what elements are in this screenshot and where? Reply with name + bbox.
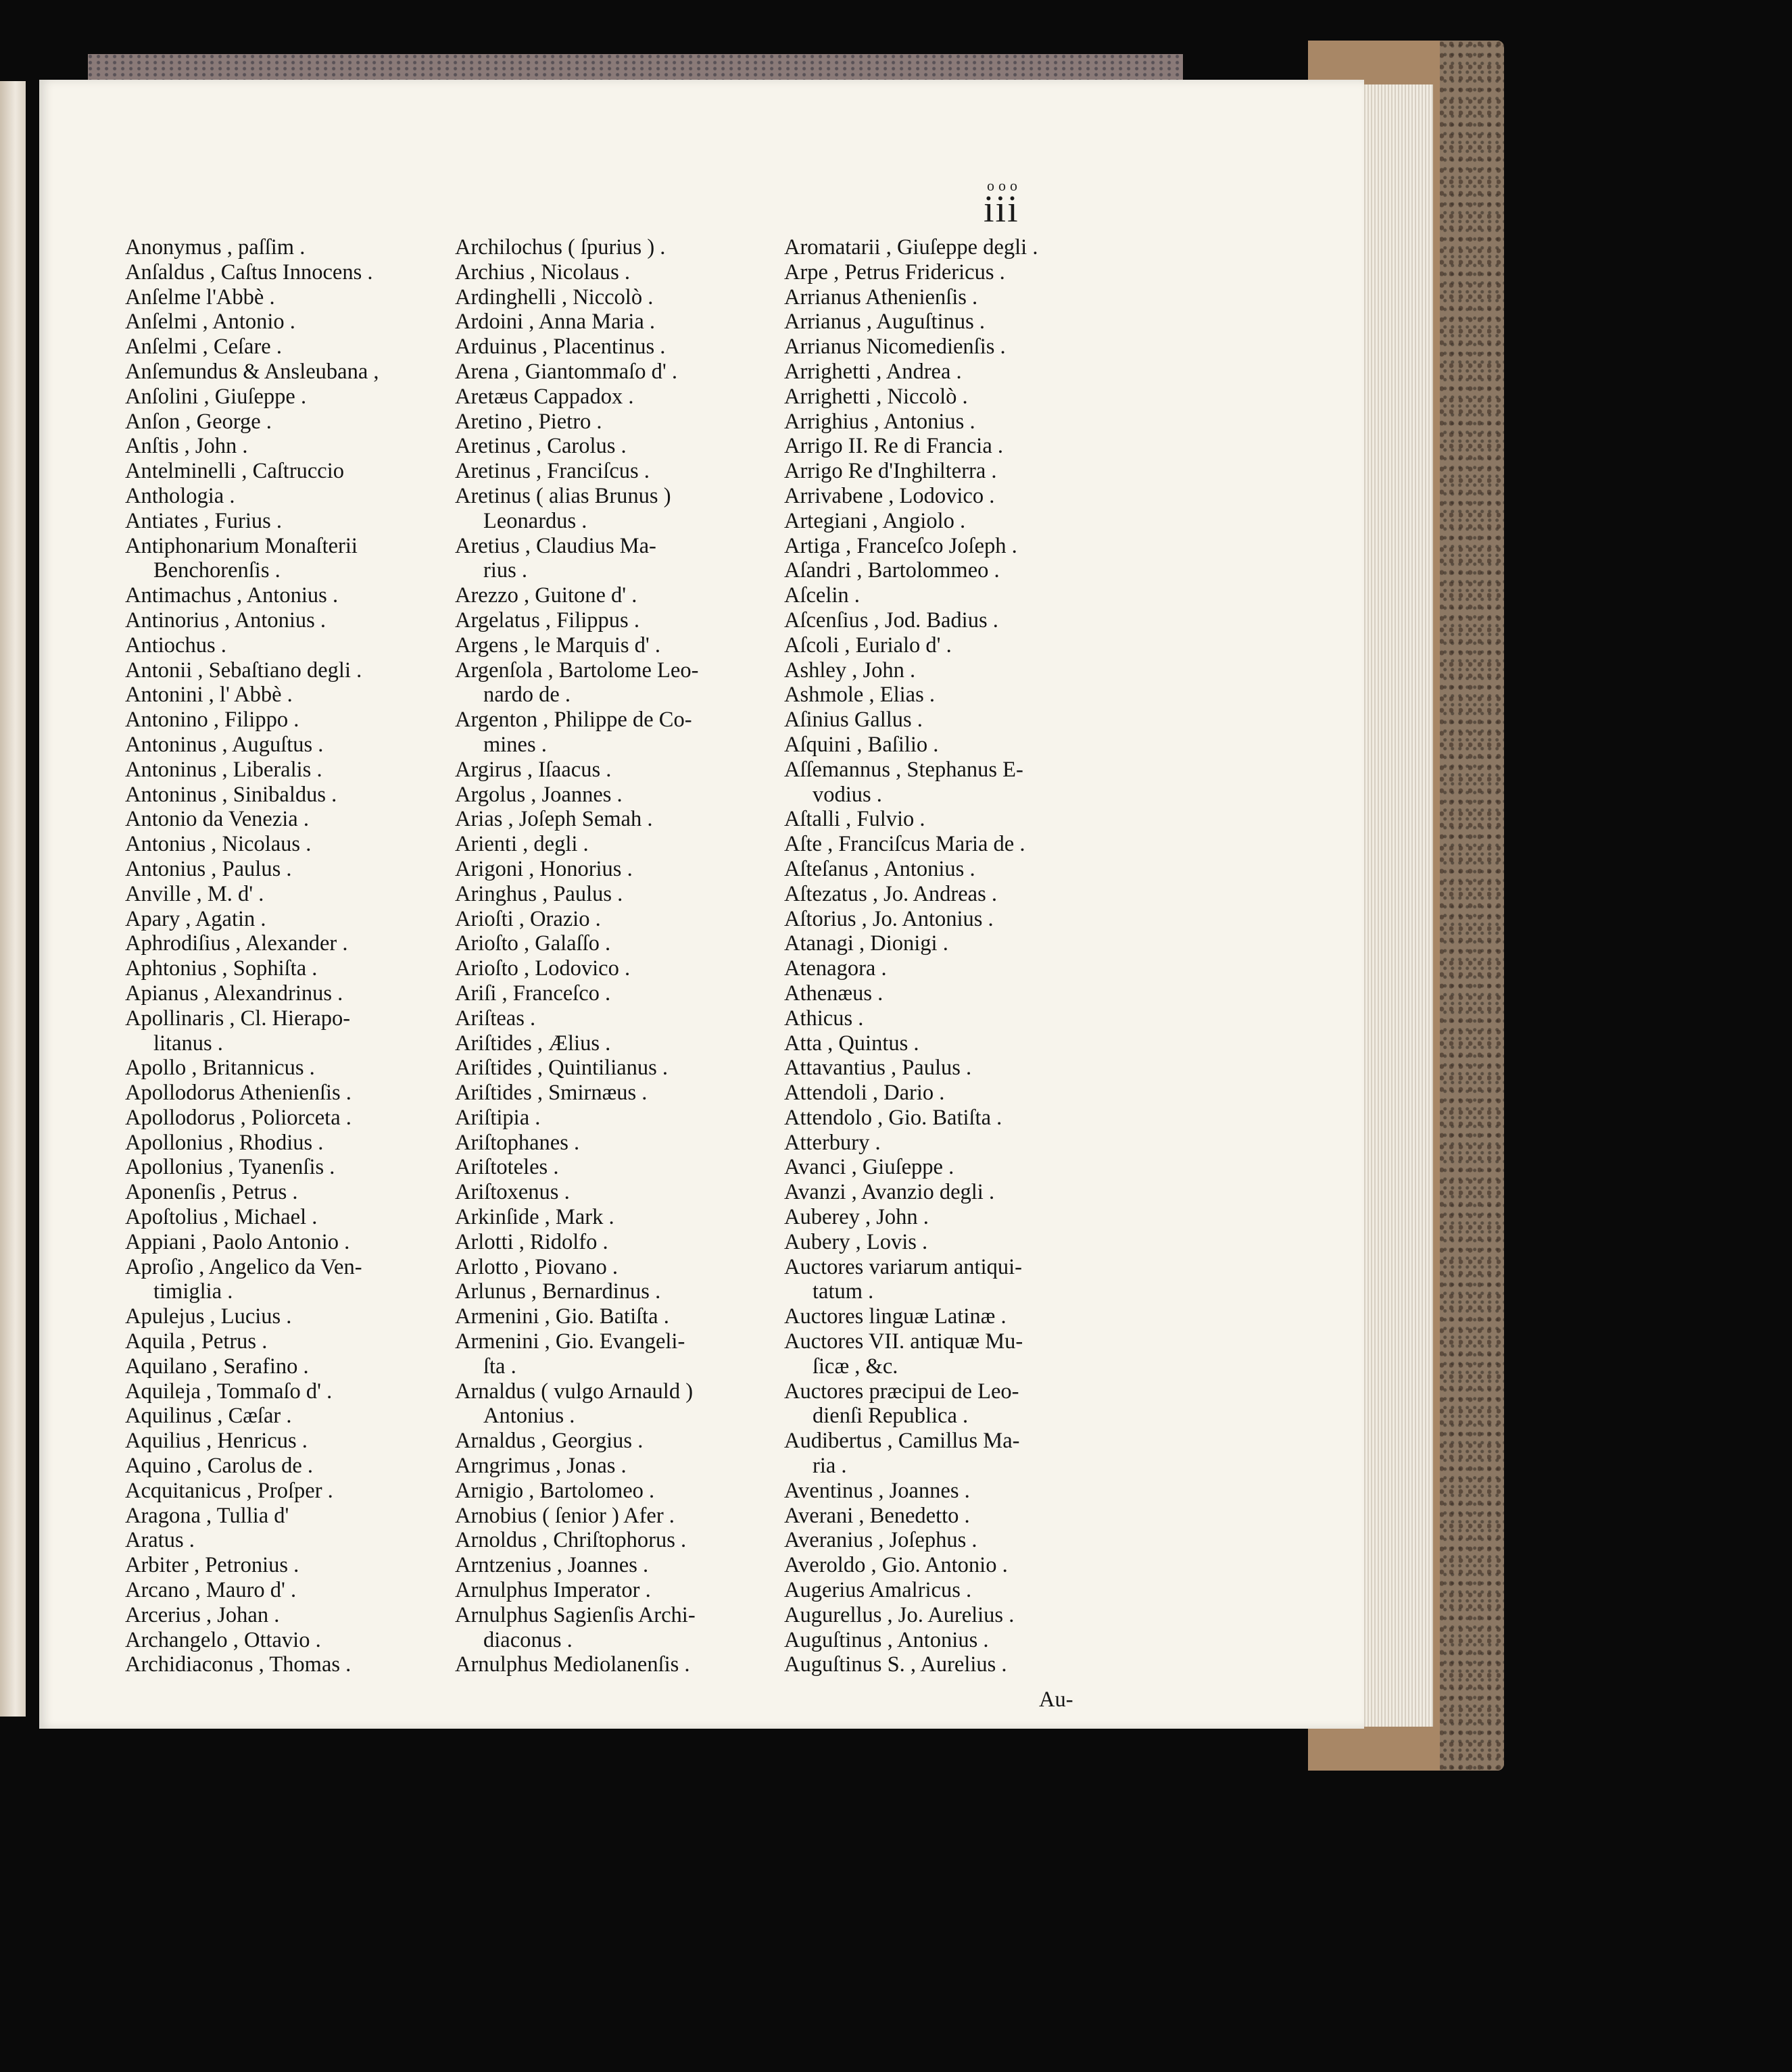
index-entry: Arduinus , Placentinus . — [455, 335, 666, 360]
index-entry: Antiochus . — [125, 633, 226, 658]
index-entry: Arnigio , Bartolomeo . — [455, 1478, 655, 1503]
index-entry: Ariſteas . — [455, 1006, 536, 1031]
index-entry: Aretinus ( alias Brunus ) — [455, 483, 671, 508]
index-entry: Antiates , Furius . — [125, 508, 283, 533]
index-entry: Aquino , Carolus de . — [125, 1454, 314, 1479]
index-entry: Aſſemannus , Stephanus E- — [784, 757, 1023, 782]
index-entry: Atta , Quintus . — [784, 1031, 919, 1056]
index-entry: Aſcelin . — [784, 583, 860, 608]
index-entry: Aquilinus , Cæſar . — [125, 1404, 292, 1429]
index-entry: Arrigo II. Re di Francia . — [784, 434, 1004, 459]
index-entry: Ariſtides , Quintilianus . — [455, 1056, 669, 1081]
index-entry: Arnulphus Imperator . — [455, 1578, 651, 1603]
index-entry: Audibertus , Camillus Ma- — [784, 1429, 1020, 1454]
index-entry: Antiphonarium Monaſterii — [125, 533, 358, 558]
index-entry-continuation: nardo de . — [483, 683, 571, 708]
index-entry: Augerius Amalricus . — [784, 1578, 972, 1603]
index-entry: Averoldo , Gio. Antonio . — [784, 1553, 1008, 1578]
index-entry: Arrianus Nicomedienſis . — [784, 335, 1006, 360]
index-entry: Aretinus , Carolus . — [455, 434, 627, 459]
index-entry: Attendolo , Gio. Batiſta . — [784, 1105, 1002, 1130]
index-entry: Arlunus , Bernardinus . — [455, 1279, 661, 1304]
index-entry: Aſtalli , Fulvio . — [784, 807, 925, 832]
index-entry: Ariſtoxenus . — [455, 1180, 570, 1205]
index-entry: Arbiter , Petronius . — [125, 1553, 299, 1578]
index-entry: Aſcenſius , Jod. Badius . — [784, 608, 998, 633]
index-entry: Artiga , Franceſco Joſeph . — [784, 533, 1017, 558]
index-entry: Aſquini , Baſilio . — [784, 732, 939, 757]
index-entry: Arienti , degli . — [455, 832, 589, 857]
index-entry: Arrianus , Auguſtinus . — [784, 310, 986, 335]
index-entry: Ariſtophanes . — [455, 1130, 580, 1155]
index-entry: Anonymus , paſſim . — [125, 235, 306, 260]
index-entry: Aquilius , Henricus . — [125, 1429, 308, 1454]
index-entry-continuation: dienſi Republica . — [813, 1404, 969, 1429]
index-entry: Arioſto , Galaſſo . — [455, 931, 611, 956]
index-entry: Archilochus ( ſpurius ) . — [455, 235, 666, 260]
index-column-3 — [784, 235, 1102, 1677]
index-entry: Arrighius , Antonius . — [784, 409, 975, 434]
index-entry: Aquileja , Tommaſo d' . — [125, 1379, 333, 1404]
index-entry: Aromatarii , Giuſeppe degli . — [784, 235, 1038, 260]
book-cover-top-edge — [88, 54, 1183, 82]
index-entry: Anſon , George . — [125, 409, 272, 434]
index-entry: Aquilano , Serafino . — [125, 1354, 309, 1379]
index-entry: Athenæus . — [784, 981, 883, 1006]
index-entry: Averani , Benedetto . — [784, 1503, 970, 1528]
index-entry: Arnaldus , Georgius . — [455, 1429, 644, 1454]
index-entry: Aſteſanus , Antonius . — [784, 856, 975, 881]
index-entry: Anthologia . — [125, 483, 235, 508]
index-entry: Antonino , Filippo . — [125, 708, 299, 733]
index-entry: Aſinius Gallus . — [784, 708, 923, 733]
index-entry: Arias , Joſeph Semah . — [455, 807, 653, 832]
index-entry: Archangelo , Ottavio . — [125, 1627, 321, 1652]
index-entry: Arnobius ( ſenior ) Afer . — [455, 1503, 675, 1528]
index-entry: Auctores VII. antiquæ Mu- — [784, 1329, 1023, 1354]
left-page-edge — [0, 81, 26, 1717]
index-entry: Aphtonius , Sophiſta . — [125, 956, 318, 981]
index-entry: Argelatus , Filippus . — [455, 608, 639, 633]
index-entry: Augurellus , Jo. Aurelius . — [784, 1602, 1015, 1627]
index-entry: Archius , Nicolaus . — [455, 260, 631, 285]
index-entry: Antonini , l' Abbè . — [125, 683, 293, 708]
index-entry: Arrianus Athenienſis . — [784, 285, 978, 310]
index-entry-continuation: ria . — [813, 1454, 847, 1479]
index-entry: Arigoni , Honorius . — [455, 856, 633, 881]
index-entry: Attavantius , Paulus . — [784, 1056, 972, 1081]
index-entry: Ardoini , Anna Maria . — [455, 310, 656, 335]
index-entry: Aretino , Pietro . — [455, 409, 602, 434]
index-entry: Arpe , Petrus Fridericus . — [784, 260, 1005, 285]
index-entry: Ariſtipia . — [455, 1105, 541, 1130]
index-entry: Atterbury . — [784, 1130, 881, 1155]
index-entry: Arioſti , Orazio . — [455, 906, 601, 931]
index-entry: Arnaldus ( vulgo Arnauld ) — [455, 1379, 694, 1404]
index-entry-continuation: Benchorenſis . — [153, 558, 281, 583]
index-entry: Antoninus , Auguſtus . — [125, 732, 324, 757]
index-entry-continuation: ſta . — [483, 1354, 516, 1379]
index-entry: Apoſtolius , Michael . — [125, 1205, 318, 1230]
index-entry-continuation: rius . — [483, 558, 527, 583]
index-entry: Averanius , Joſephus . — [784, 1528, 977, 1553]
index-entry: Ariſtides , Ælius . — [455, 1031, 611, 1056]
index-entry: Aſandri , Bartolommeo . — [784, 558, 1000, 583]
index-entry: Atanagi , Dionigi . — [784, 931, 948, 956]
index-entry: Apianus , Alexandrinus . — [125, 981, 343, 1006]
index-entry: Anville , M. d' . — [125, 881, 264, 906]
index-entry: Argirus , Iſaacus . — [455, 757, 612, 782]
index-entry: Aſte , Franciſcus Maria de . — [784, 832, 1025, 857]
index-entry: Arrivabene , Lodovico . — [784, 483, 995, 508]
index-entry: Arrighetti , Andrea . — [784, 359, 962, 384]
index-entry: Auctores variarum antiqui- — [784, 1254, 1022, 1279]
index-entry: Antoninus , Sinibaldus . — [125, 782, 337, 807]
index-entry: Arcano , Mauro d' . — [125, 1578, 297, 1603]
index-entry: Arngrimus , Jonas . — [455, 1454, 627, 1479]
index-entry: Athicus . — [784, 1006, 864, 1031]
index-entry: Aſtorius , Jo. Antonius . — [784, 906, 994, 931]
index-entry-continuation: tatum . — [813, 1279, 874, 1304]
index-entry: Aretæus Cappadox . — [455, 384, 634, 409]
index-entry: Anſaldus , Caſtus Innocens . — [125, 260, 373, 285]
index-entry: Aponenſis , Petrus . — [125, 1180, 298, 1205]
index-entry: Antonius , Paulus . — [125, 856, 292, 881]
index-entry: Ariſtoteles . — [455, 1155, 559, 1180]
index-entry-continuation: vodius . — [813, 782, 882, 807]
index-entry: Aventinus , Joannes . — [784, 1478, 970, 1503]
index-entry: Ariſi , Franceſco . — [455, 981, 611, 1006]
index-entry: Aſtezatus , Jo. Andreas . — [784, 881, 998, 906]
index-entry: Acquitanicus , Proſper . — [125, 1478, 333, 1503]
index-entry: Armenini , Gio. Batiſta . — [455, 1304, 669, 1329]
index-entry-continuation: mines . — [483, 732, 547, 757]
index-entry: Apollodorus , Poliorceta . — [125, 1105, 352, 1130]
index-entry: Argenſola , Bartolome Leo- — [455, 658, 699, 683]
index-entry: Arena , Giantommaſo d' . — [455, 359, 677, 384]
index-entry: Auguſtinus S. , Aurelius . — [784, 1652, 1007, 1677]
index-entry-continuation: ſicæ , &c. — [813, 1354, 898, 1379]
index-entry: Antoninus , Liberalis . — [125, 757, 322, 782]
index-entry: Aratus . — [125, 1528, 195, 1553]
index-entry: Antimachus , Antonius . — [125, 583, 339, 608]
index-entry: Aretinus , Franciſcus . — [455, 459, 650, 484]
index-entry-continuation: litanus . — [153, 1031, 223, 1056]
index-entry: Arnulphus Sagienſis Archi- — [455, 1602, 696, 1627]
index-entry: Apollonius , Tyanenſis . — [125, 1155, 335, 1180]
index-entry: Armenini , Gio. Evangeli- — [455, 1329, 685, 1354]
index-entry: Aproſio , Angelico da Ven- — [125, 1254, 362, 1279]
index-entry: Apollonius , Rhodius . — [125, 1130, 324, 1155]
index-entry: Appiani , Paolo Antonio . — [125, 1229, 350, 1254]
page-number: iii — [984, 189, 1019, 230]
index-entry: Arnoldus , Chriſtophorus . — [455, 1528, 687, 1553]
index-entry: Aſcoli , Eurialo d' . — [784, 633, 952, 658]
index-entry: Arlotto , Piovano . — [455, 1254, 619, 1279]
index-entry: Aquila , Petrus . — [125, 1329, 268, 1354]
index-entry: Auctores linguæ Latinæ . — [784, 1304, 1007, 1329]
index-entry: Aragona , Tullia d' — [125, 1503, 289, 1528]
index-entry: Anſolini , Giuſeppe . — [125, 384, 307, 409]
index-entry: Arcerius , Johan . — [125, 1602, 280, 1627]
index-entry: Apollodorus Athenienſis . — [125, 1081, 352, 1106]
book-cover-texture — [1440, 41, 1504, 1771]
index-entry: Ardinghelli , Niccolò . — [455, 285, 654, 310]
index-entry: Apollo , Britannicus . — [125, 1056, 315, 1081]
index-entry: Apulejus , Lucius . — [125, 1304, 292, 1329]
index-entry: Arnulphus Mediolanenſis . — [455, 1652, 690, 1677]
index-entry: Anſelmi , Antonio . — [125, 310, 295, 335]
index-entry: Argenton , Philippe de Co- — [455, 708, 692, 733]
index-entry: Arrigo Re d'Inghilterra . — [784, 459, 997, 484]
index-entry: Arntzenius , Joannes . — [455, 1553, 649, 1578]
index-entry-continuation: diaconus . — [483, 1627, 573, 1652]
index-entry: Arrighetti , Niccolò . — [784, 384, 968, 409]
index-entry: Aretius , Claudius Ma- — [455, 533, 656, 558]
signature-mark: ooo — [987, 177, 1021, 194]
index-entry-continuation: Leonardus . — [483, 508, 587, 533]
index-column-1 — [125, 235, 443, 1677]
catchword: Au- — [1039, 1687, 1073, 1712]
index-entry: Arioſto , Lodovico . — [455, 956, 631, 981]
index-entry: Antelminelli , Caſtruccio — [125, 459, 345, 484]
index-entry: Auguſtinus , Antonius . — [784, 1627, 989, 1652]
index-entry: Avanzi , Avanzio degli . — [784, 1180, 995, 1205]
index-entry: Antinorius , Antonius . — [125, 608, 326, 633]
index-entry: Anſemundus & Ansleubana , — [125, 359, 379, 384]
index-entry: Anſtis , John . — [125, 434, 248, 459]
index-entry: Argolus , Joannes . — [455, 782, 623, 807]
page-edges — [1352, 84, 1433, 1727]
index-entry: Antonii , Sebaſtiano degli . — [125, 658, 362, 683]
index-entry: Attendoli , Dario . — [784, 1081, 945, 1106]
index-entry: Auberey , John . — [784, 1205, 929, 1230]
index-entry: Aphrodiſius , Alexander . — [125, 931, 348, 956]
index-entry: Arkinſide , Mark . — [455, 1205, 614, 1230]
index-entry: Ariſtides , Smirnæus . — [455, 1081, 648, 1106]
index-entry: Ashley , John . — [784, 658, 916, 683]
index-entry-continuation: timiglia . — [153, 1279, 233, 1304]
index-entry: Avanci , Giuſeppe . — [784, 1155, 954, 1180]
index-entry: Aringhus , Paulus . — [455, 881, 623, 906]
index-entry: Archidiaconus , Thomas . — [125, 1652, 352, 1677]
index-entry: Arlotti , Ridolfo . — [455, 1229, 608, 1254]
index-entry: Anſelme l'Abbè . — [125, 285, 275, 310]
index-entry: Ashmole , Elias . — [784, 683, 935, 708]
index-entry: Aubery , Lovis . — [784, 1229, 928, 1254]
index-column-2 — [455, 235, 773, 1677]
index-entry: Antonio da Venezia . — [125, 807, 309, 832]
index-entry: Apollinaris , Cl. Hierapo- — [125, 1006, 351, 1031]
index-entry: Atenagora . — [784, 956, 887, 981]
index-entry: Auctores præcipui de Leo- — [784, 1379, 1019, 1404]
index-entry: Artegiani , Angiolo . — [784, 508, 966, 533]
index-entry: Arezzo , Guitone d' . — [455, 583, 637, 608]
index-entry: Argens , le Marquis d' . — [455, 633, 661, 658]
index-entry-continuation: Antonius . — [483, 1404, 575, 1429]
index-entry: Antonius , Nicolaus . — [125, 832, 312, 857]
index-entry: Anſelmi , Ceſare . — [125, 335, 282, 360]
index-entry: Apary , Agatin . — [125, 906, 266, 931]
